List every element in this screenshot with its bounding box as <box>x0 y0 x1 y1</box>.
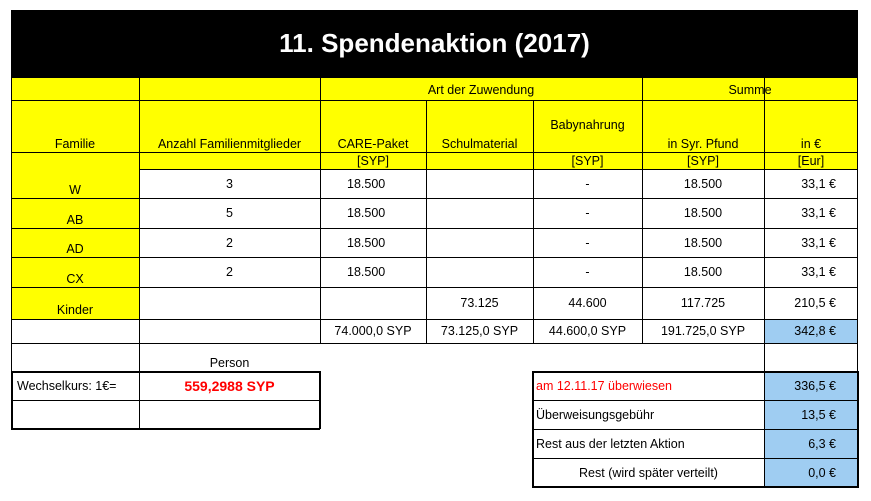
summary-value-rest-later <box>764 458 858 487</box>
grid-line <box>320 169 321 343</box>
person-label <box>139 343 320 371</box>
unit-eur-text: [Eur] <box>797 153 825 168</box>
cell-baby <box>533 287 642 319</box>
grid-line <box>11 371 320 373</box>
total-eur-text: 342,8 € <box>794 324 836 338</box>
grid-line <box>533 100 534 169</box>
cell-anzahl-text: 2 <box>226 265 233 279</box>
grid-line <box>320 77 321 169</box>
grid-line <box>139 77 140 169</box>
title-text: 11. Spendenaktion (2017) <box>279 28 590 58</box>
cell-baby-text: - <box>585 265 590 279</box>
cell-eur <box>764 198 858 228</box>
grid-line <box>11 428 320 430</box>
cell-syp-text: 18.500 <box>683 265 723 279</box>
cell-familie <box>11 228 139 257</box>
grid-line <box>533 400 858 401</box>
grid-line <box>11 400 320 401</box>
summe-header <box>642 80 858 100</box>
cell-familie-text: W <box>69 183 81 197</box>
cell-eur <box>764 169 858 198</box>
summary-value-rest-later-text: 0,0 € <box>808 465 836 480</box>
grid-line <box>533 429 858 430</box>
babynahrung-text: Babynahrung <box>550 118 625 132</box>
cell-familie <box>11 287 139 319</box>
in-syr-pfund-text: in Syr. Pfund <box>667 137 739 151</box>
total-syp <box>642 319 764 343</box>
unit-baby-text: [SYP] <box>571 153 604 168</box>
grid-line <box>426 100 427 169</box>
cell-care-text: 18.500 <box>347 265 386 279</box>
grid-line <box>11 169 12 343</box>
cell-baby-text: - <box>585 206 590 220</box>
cell-baby <box>533 257 642 287</box>
total-syp-text: 191.725,0 SYP <box>660 324 746 338</box>
cell-familie <box>11 257 139 287</box>
grid-line <box>533 371 858 373</box>
art-der-zuwendung-text: Art der Zuwendung <box>427 83 535 97</box>
summary-label-rest-later <box>533 458 764 487</box>
anzahl-header <box>139 100 320 152</box>
cell-care-text: 18.500 <box>347 176 386 191</box>
cell-baby-text: 44.600 <box>568 296 607 310</box>
summary-value-transferred <box>764 371 858 400</box>
cell-eur <box>764 228 858 257</box>
grid-line <box>319 371 321 429</box>
grid-line <box>764 371 765 487</box>
cell-care <box>320 287 426 319</box>
cell-baby <box>533 169 642 198</box>
grid-line <box>11 77 12 169</box>
cell-syp <box>642 228 764 257</box>
grid-line <box>532 371 534 488</box>
babynahrung-header <box>533 115 642 145</box>
exchange-label <box>11 372 139 400</box>
unit-care <box>320 152 426 169</box>
cell-schul <box>426 198 533 228</box>
familie-header <box>11 100 139 152</box>
schulmaterial-text: Schulmaterial <box>441 137 518 151</box>
unit-care-text: [SYP] <box>357 153 389 168</box>
cell-syp <box>642 287 764 319</box>
cell-anzahl <box>139 257 320 287</box>
in-syr-pfund-header <box>642 100 764 152</box>
total-care-text: 74.000,0 SYP <box>334 324 412 338</box>
grid-line <box>642 77 643 169</box>
cell-syp-text: 18.500 <box>683 206 723 220</box>
unit-syp-text: [SYP] <box>687 153 719 168</box>
grid-line <box>764 343 765 371</box>
cell-anzahl-text: 5 <box>226 206 233 220</box>
art-der-zuwendung-header <box>320 80 642 100</box>
cell-care <box>320 257 426 287</box>
cell-care <box>320 228 426 257</box>
cell-schul-text: 73.125 <box>460 296 499 310</box>
cell-anzahl <box>139 228 320 257</box>
summary-value-rest-last <box>764 429 858 458</box>
grid-line <box>764 77 765 169</box>
cell-syp-text: 18.500 <box>683 176 723 191</box>
summary-value-fee <box>764 400 858 429</box>
cell-baby-text: - <box>585 235 590 250</box>
cell-eur-text: 210,5 € <box>794 296 836 310</box>
cell-anzahl-text: 3 <box>226 176 233 191</box>
cell-baby-text: - <box>585 176 590 191</box>
cell-eur-text: 33,1 € <box>801 265 836 279</box>
cell-eur <box>764 257 858 287</box>
cell-anzahl <box>139 287 320 319</box>
in-euro-text: in € <box>800 137 822 151</box>
total-care <box>320 319 426 343</box>
total-baby-text: 44.600,0 SYP <box>548 324 627 338</box>
exchange-value <box>139 372 320 400</box>
care-paket-header <box>320 100 426 152</box>
cell-syp <box>642 198 764 228</box>
cell-anzahl <box>139 169 320 198</box>
grid-line <box>642 169 643 343</box>
cell-baby <box>533 198 642 228</box>
grid-line <box>857 343 858 371</box>
cell-schul <box>426 169 533 198</box>
summary-label-rest-later-text: Rest (wird später verteilt) <box>579 465 718 480</box>
unit-syp <box>642 152 764 169</box>
cell-syp <box>642 257 764 287</box>
summary-label-fee <box>533 400 764 429</box>
anzahl-text: Anzahl Familienmitglieder <box>157 137 302 151</box>
total-schul-text: 73.125,0 SYP <box>440 324 519 338</box>
cell-care-text: 18.500 <box>347 206 386 220</box>
exchange-value-text: 559,2988 SYP <box>184 378 275 394</box>
cell-schul <box>426 257 533 287</box>
grid-line <box>533 486 858 488</box>
cell-schul <box>426 228 533 257</box>
summary-label-rest-last-text: Rest aus der letzten Aktion <box>536 436 685 451</box>
unit-eur <box>764 152 858 169</box>
cell-familie <box>11 198 139 228</box>
summary-label-transferred <box>533 371 764 400</box>
summary-label-transferred-text: am 12.11.17 überwiesen <box>536 378 672 393</box>
grid-line <box>139 371 140 429</box>
total-baby <box>533 319 642 343</box>
grid-line <box>139 343 140 371</box>
cell-familie-text: CX <box>66 272 84 286</box>
grid-line <box>764 169 765 343</box>
cell-familie-text: Kinder <box>56 303 94 317</box>
in-euro-header <box>764 100 858 152</box>
cell-syp-text: 18.500 <box>683 235 723 250</box>
cell-syp <box>642 169 764 198</box>
cell-eur-text: 33,1 € <box>801 206 836 220</box>
cell-care-text: 18.500 <box>347 235 386 250</box>
grid-line <box>533 458 858 459</box>
cell-syp-text: 117.725 <box>680 296 726 310</box>
cell-eur-text: 33,1 € <box>801 235 836 250</box>
cell-care <box>320 169 426 198</box>
familie-text: Familie <box>54 137 96 151</box>
summary-value-rest-last-text: 6,3 € <box>808 436 836 451</box>
schulmaterial-header <box>426 100 533 152</box>
cell-eur <box>764 287 858 319</box>
grid-line <box>857 77 858 169</box>
cell-familie <box>11 169 139 198</box>
exchange-label-text: Wechselkurs: 1€= <box>17 379 117 393</box>
unit-baby <box>533 152 642 169</box>
cell-anzahl-text: 2 <box>226 235 233 250</box>
summary-value-transferred-text: 336,5 € <box>794 378 836 393</box>
summary-label-rest-last <box>533 429 764 458</box>
grid-line <box>533 169 534 343</box>
page-title <box>11 10 858 77</box>
cell-baby <box>533 228 642 257</box>
care-paket-text: CARE-Paket <box>337 137 409 151</box>
person-label-text: Person <box>209 356 250 370</box>
summary-value-fee-text: 13,5 € <box>801 407 836 422</box>
summe-text: Summe <box>728 83 772 97</box>
summary-label-fee-text: Überweisungsgebühr <box>536 407 655 422</box>
grid-line <box>11 371 13 429</box>
cell-familie-text: AB <box>66 213 84 227</box>
grid-line <box>426 169 427 343</box>
grid-line <box>11 343 12 371</box>
total-eur <box>764 319 858 343</box>
cell-familie-text: AD <box>66 242 84 256</box>
cell-schul <box>426 287 533 319</box>
cell-eur-text: 33,1 € <box>801 176 836 191</box>
grid-line <box>857 169 858 343</box>
cell-care <box>320 198 426 228</box>
cell-anzahl <box>139 198 320 228</box>
total-schul <box>426 319 533 343</box>
grid-line <box>139 169 140 343</box>
grid-line <box>857 371 859 488</box>
